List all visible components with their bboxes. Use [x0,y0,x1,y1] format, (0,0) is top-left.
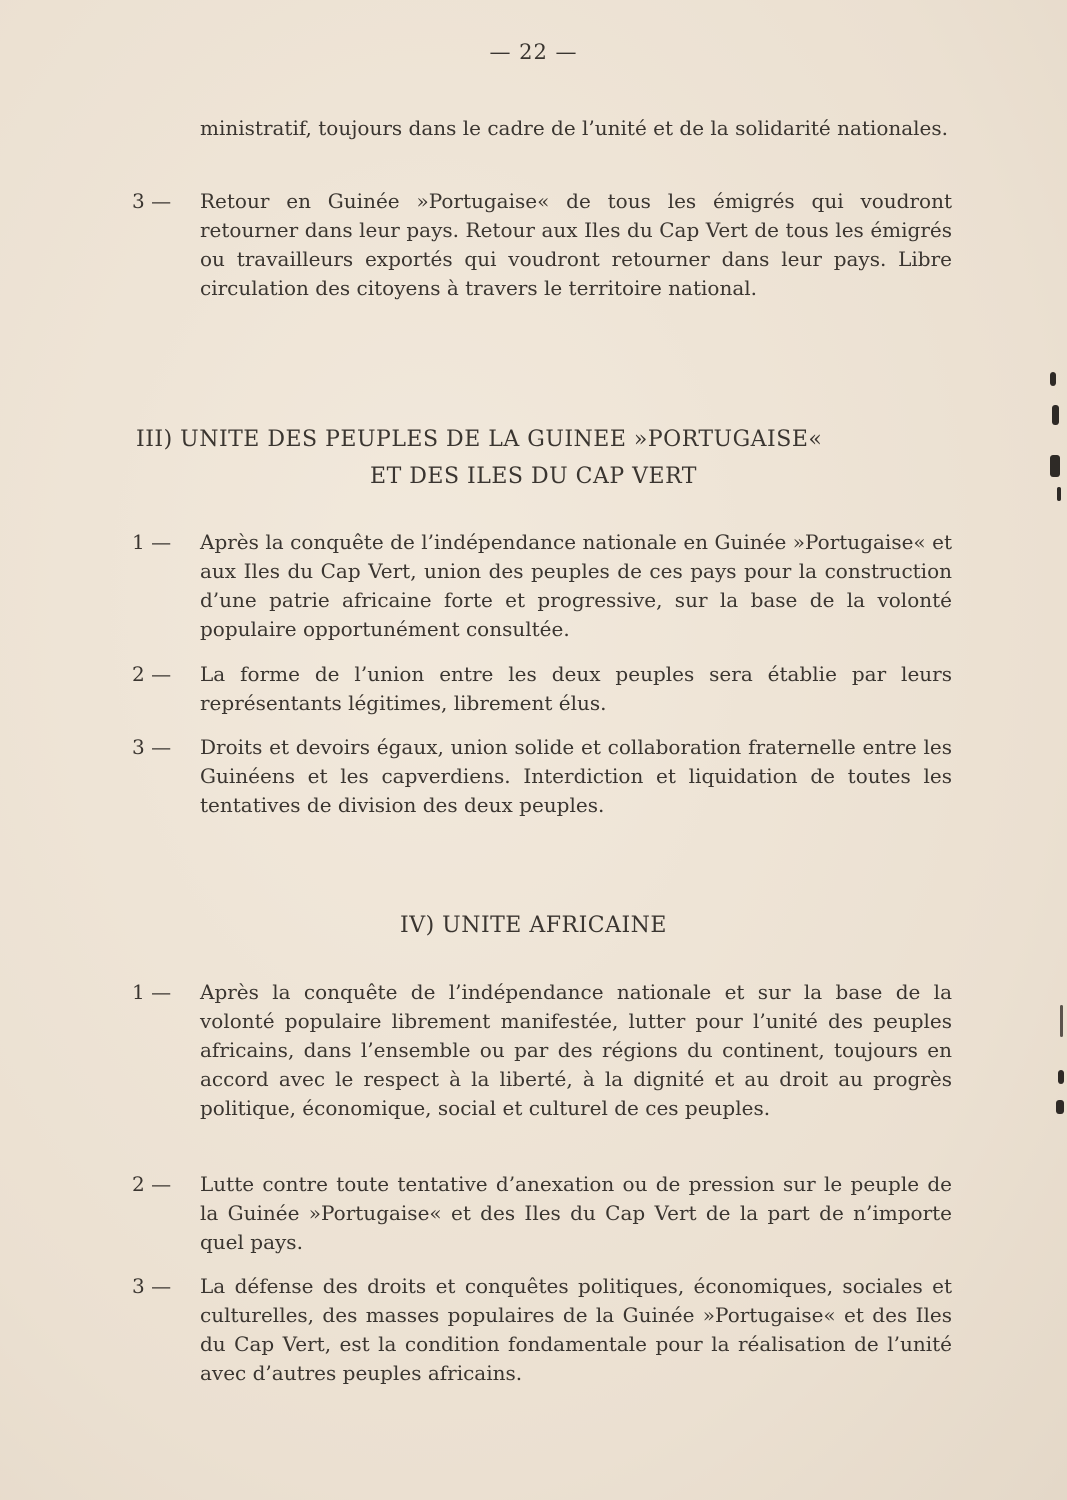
section-heading-4: IV) UNITE AFRICAINE [400,913,667,938]
intro-paragraph: ministratif, toujours dans le cadre de l’unité et de la solidarité nationales. [200,116,949,140]
item-text: Après la conquête de l’indépendance nationale et sur la base de la volonté populaire librement manifestée, lutter pour l’unité des peuples africains, dans l’ensemble ou par des régions du continent, toujours en accord avec le respect à la liberté, à la dignité et au droit au progrès politique, économique, social et culturel de ces peuples. [200,980,952,1120]
item-text: La forme de l’union entre les deux peuples sera établie par leurs représentants légitimes, librement élus. [200,662,952,715]
edge-mark [1056,1100,1064,1114]
edge-mark [1060,1005,1063,1037]
item-text: Retour en Guinée »Portugaise« de tous les émigrés qui voudront retourner dans leur pays. Retour aux Iles du Cap Vert de tous les émigrés ou travailleurs exportés qui voudront retourner dans leur pays. Libre circulation des citoyens à travers le territoire national. [200,189,952,300]
item-number: 1 — [132,980,172,1004]
edge-mark [1057,487,1061,501]
edge-mark [1052,405,1059,425]
item-text: Lutte contre toute tentative d’anexation ou de pression sur le peuple de la Guinée »Portugaise« et des Iles du Cap Vert de la part de n’importe quel pays. [200,1172,952,1254]
list-item [132,187,952,303]
edge-mark [1058,1070,1064,1084]
item-number: 3 — [132,735,172,759]
list-item [132,1170,952,1257]
item-text: Droits et devoirs égaux, union solide et collaboration fraternelle entre les Guinéens et les capverdiens. Interdiction et liquidation de toutes les tentatives de division des deux peuples. [200,735,952,817]
item-text: La défense des droits et conquêtes politiques, économiques, sociales et culturelles, des masses populaires de la Guinée »Portugaise« et des Iles du Cap Vert, est la condition fondamentale pour la réalisation de l’unité avec d’autres peuples africains. [200,1274,952,1385]
list-item [132,1272,952,1388]
section-heading-3: III) UNITE DES PEUPLES DE LA GUINEE »PORTUGAISE« [136,427,823,452]
edge-mark [1050,372,1056,386]
section-heading-3-line2: ET DES ILES DU CAP VERT [370,464,697,489]
item-number: 1 — [132,530,172,554]
edge-mark [1050,455,1060,477]
page-number: — 22 — [489,40,578,64]
item-text: Après la conquête de l’indépendance nationale en Guinée »Portugaise« et aux Iles du Cap Vert, union des peuples de ces pays pour la construction d’une patrie africaine forte et progressive, sur la base de la volonté populaire opportunément consultée. [200,530,952,641]
item-number: 2 — [132,1172,172,1196]
list-item [132,978,952,1123]
item-number: 3 — [132,1274,172,1298]
item-number: 3 — [132,189,172,213]
list-item [132,733,952,820]
list-item [132,660,952,718]
list-item [132,528,952,644]
item-number: 2 — [132,662,172,686]
